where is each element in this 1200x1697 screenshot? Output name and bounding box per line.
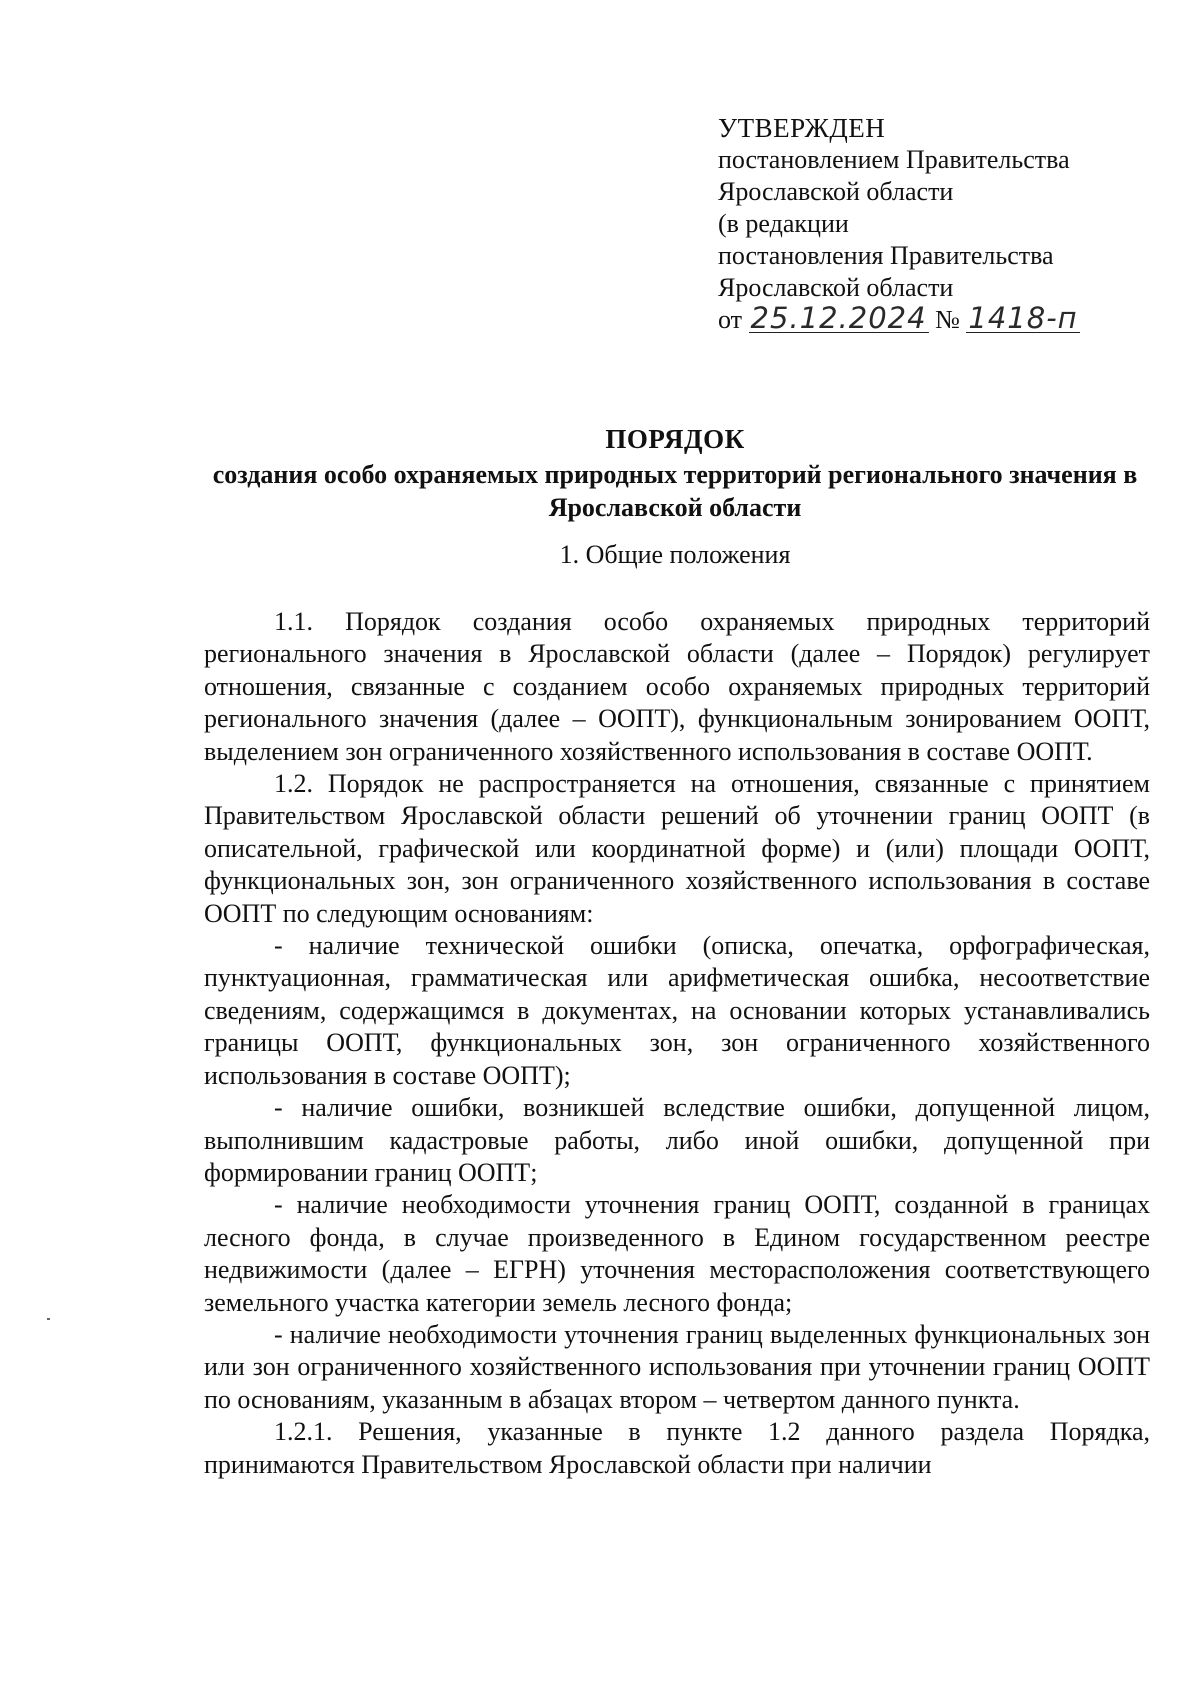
title-subtitle: создания особо охраняемых природных территорий регионального значения в Ярославской области xyxy=(212,460,1138,522)
approval-line: постановления Правительства xyxy=(718,241,1054,270)
paragraph: - наличие ошибки, возникшей вследствие ошибки, допущенной лицом, выполнившим кадастровые работы, либо иной ошибки, допущенной при формировании границ ООПТ; xyxy=(204,1093,1150,1187)
paragraph: 1.2. Порядок не распространяется на отношения, связанные с принятием Правительством Ярославской области решений об уточнении границ ООПТ (в описательной, графической или координатной форме) и (или) площади ООПТ, функциональных зон, зон ограниченного хозяйственного использования в составе ООПТ по следующим основаниям: xyxy=(204,769,1150,928)
handwritten-date: 25.12.2024 xyxy=(750,301,927,335)
section-heading: 1. Общие положения xyxy=(559,540,791,569)
approval-line: (в редакции xyxy=(718,209,849,238)
approval-heading: УТВЕРЖДЕН xyxy=(718,113,886,143)
number-prefix: № xyxy=(935,305,960,334)
paragraph: - наличие необходимости уточнения границ ООПТ, созданной в границах лесного фонда, в случае произведенного в Едином государственном реестре недвижимости (далее – ЕГРН) уточнения месторасположения соответствующего земельного участка категории земель лесного фонда; xyxy=(204,1190,1150,1317)
document-body xyxy=(204,606,1150,1481)
approval-line: Ярославской области xyxy=(718,177,954,206)
approval-line: Ярославской области xyxy=(718,273,954,302)
date-prefix: от xyxy=(718,305,743,334)
paragraph: 1.2.1. Решения, указанные в пункте 1.2 данного раздела Порядка, принимаются Правительством Ярославской области при наличии xyxy=(204,1417,1150,1479)
paragraph: 1.1. Порядок создания особо охраняемых природных территорий регионального значения в Ярославской области (далее – Порядок) регулирует отношения, связанные с созданием особо охраняемых природных территорий регионального значения (далее – ООПТ), функциональным зонированием ООПТ, выделением зон ограниченного хозяйственного использования в составе ООПТ. xyxy=(204,607,1150,766)
handwritten-number: 1418-п xyxy=(968,301,1078,335)
approval-date-line xyxy=(718,301,1158,336)
approval-line: постановлением Правительства xyxy=(718,145,1070,174)
document-title xyxy=(205,423,1145,524)
approval-stamp-block xyxy=(718,112,1158,336)
scan-speck xyxy=(47,1318,50,1320)
paragraph: - наличие технической ошибки (описка, опечатка, орфографическая, пунктуационная, грамматическая или арифметическая ошибка, несоответствие сведениям, содержащимся в документах, на основании которых устанавливались границы ООПТ, функциональных зон, зон ограниченного хозяйственного использования в составе ООПТ); xyxy=(204,931,1150,1090)
paragraph: - наличие необходимости уточнения границ выделенных функциональных зон или зон ограниченного хозяйственного использования при уточнении границ ООПТ по основаниям, указанным в абзацах втором – четвертом данного пункта. xyxy=(204,1319,1150,1414)
title-main: ПОРЯДОК xyxy=(605,424,745,454)
